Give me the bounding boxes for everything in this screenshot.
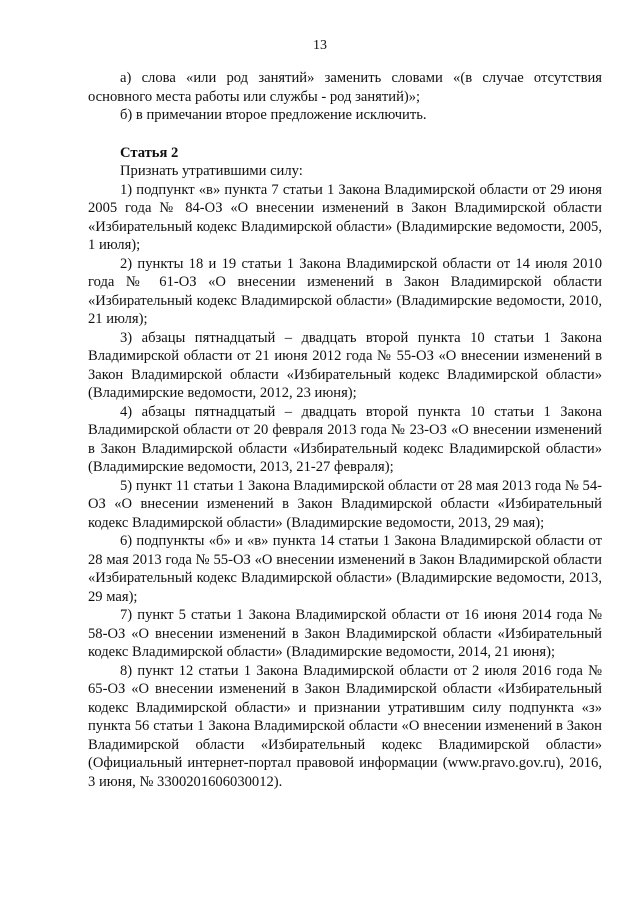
repealed-item-7: 7) пункт 5 статьи 1 Закона Владимирской области от 16 июня 2014 года № 58-ОЗ «О внесении изменений в Закон Владимирской области «Избирательный кодекс Владимирской области» (Владимирские ведомости, 2014, 21 июня); [88, 607, 602, 660]
amendment-item-b: б) в примечании второе предложение исключить. [120, 107, 427, 123]
repealed-item-6: 6) подпункты «б» и «в» пункта 14 статьи 1 Закона Владимирской области от 28 мая 2013 года № 55-ОЗ «О внесении изменений в Закон Владимирской области «Избирательный кодекс Владимирской области» (Владимирские ведомости, 2013, 29 мая); [88, 533, 602, 605]
repealed-item-4: 4) абзацы пятнадцатый – двадцать второй пункта 10 статьи 1 Закона Владимирской области от 20 февраля 2013 года № 23-ОЗ «О внесении изменений в Закон Владимирской области «Избирательный кодекс Владимирской области» (Владимирские ведомости, 2013, 21-27 февраля); [88, 403, 602, 475]
article-intro: Признать утратившими силу: [120, 163, 303, 179]
repealed-item-3: 3) абзацы пятнадцатый – двадцать второй пункта 10 статьи 1 Закона Владимирской области от 21 июня 2012 года № 55-ОЗ «О внесении изменений в Закон Владимирской области «Избирательный кодекс Владимирской области» (Владимирские ведомости, 2012, 23 июня); [88, 329, 602, 401]
repealed-item-2: 2) пункты 18 и 19 статьи 1 Закона Владимирской области от 14 июля 2010 года № 61-ОЗ «О внесении изменений в Закон Владимирской области «Избирательный кодекс Владимирской области» (Владимирские ведомости, 2010, 21 июля); [88, 255, 602, 327]
document-body [88, 69, 602, 791]
amendment-item-a: а) слова «или род занятий» заменить словами «(в случае отсутствия основного места работы или службы - род занятий)»; [88, 70, 602, 105]
repealed-item-5: 5) пункт 11 статьи 1 Закона Владимирской области от 28 мая 2013 года № 54-ОЗ «О внесении изменений в Закон Владимирской области «Избирательный кодекс Владимирской области» (Владимирские ведомости, 2013, 29 мая); [88, 477, 602, 531]
article-heading: Статья 2 [120, 144, 179, 161]
repealed-item-1: 1) подпункт «в» пункта 7 статьи 1 Закона Владимирской области от 29 июня 2005 года № 84-ОЗ «О внесении изменений в Закон Владимирской области «Избирательный кодекс Владимирской области» (Владимирские ведомости, 2005, 1 июля); [88, 181, 602, 253]
page-number: 13 [313, 38, 327, 53]
repealed-item-8: 8) пункт 12 статьи 1 Закона Владимирской области от 2 июля 2016 года № 65-ОЗ «О внесении изменений в Закон Владимирской области «Избирательный кодекс Владимирской области» и признании утратившим силу подпункта «з» пункта 56 статьи 1 Закона Владимирской области «О внесении изменений в Закон Владимирской области «Избирательный кодекс Владимирской области» (Официальный интернет-портал правовой информации (www.pravo.gov.ru), 2016, 3 июня, № 3300201606030012). [88, 662, 602, 790]
